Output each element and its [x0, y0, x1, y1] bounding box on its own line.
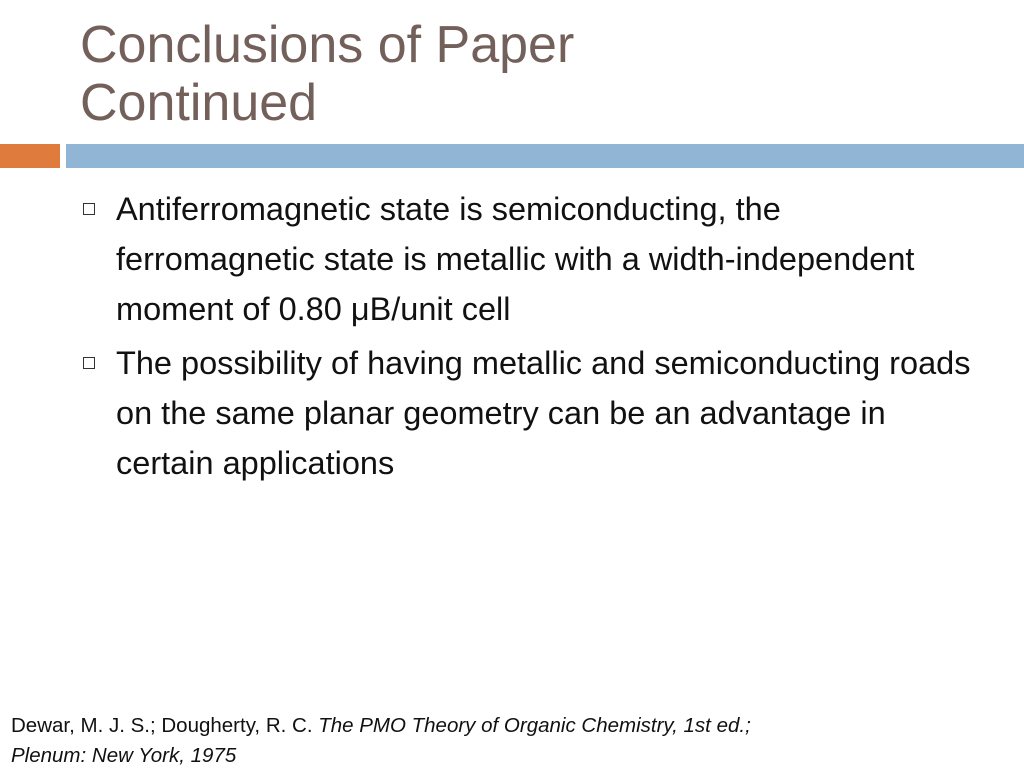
slide-title — [80, 16, 980, 132]
citation-authors: Dewar, M. J. S.; Dougherty, R. C. — [11, 714, 319, 737]
title-divider — [66, 144, 1024, 168]
citation-work-title: The PMO Theory of Organic Chemistry, 1st ed.; — [318, 714, 751, 737]
slide-title-line-1: Conclusions of Paper — [80, 16, 575, 74]
square-bullet-icon — [83, 357, 95, 369]
bullet-list — [78, 184, 978, 492]
bullet-text: The possibility of having metallic and semiconducting roads on the same planar geometry can be an advantage in certain applications — [116, 345, 971, 481]
bullet-text: Antiferromagnetic state is semiconducting, the ferromagnetic state is metallic with a width-independent moment of 0.80 μB/unit cell — [116, 191, 915, 327]
bullet-item — [78, 338, 978, 488]
accent-divider — [0, 144, 60, 168]
citation-publisher: Plenum: New York, 1975 — [11, 744, 237, 767]
bullet-item — [78, 184, 978, 334]
square-bullet-icon — [83, 203, 95, 215]
slide-title-line-2: Continued — [80, 74, 318, 132]
citation — [11, 711, 1011, 768]
